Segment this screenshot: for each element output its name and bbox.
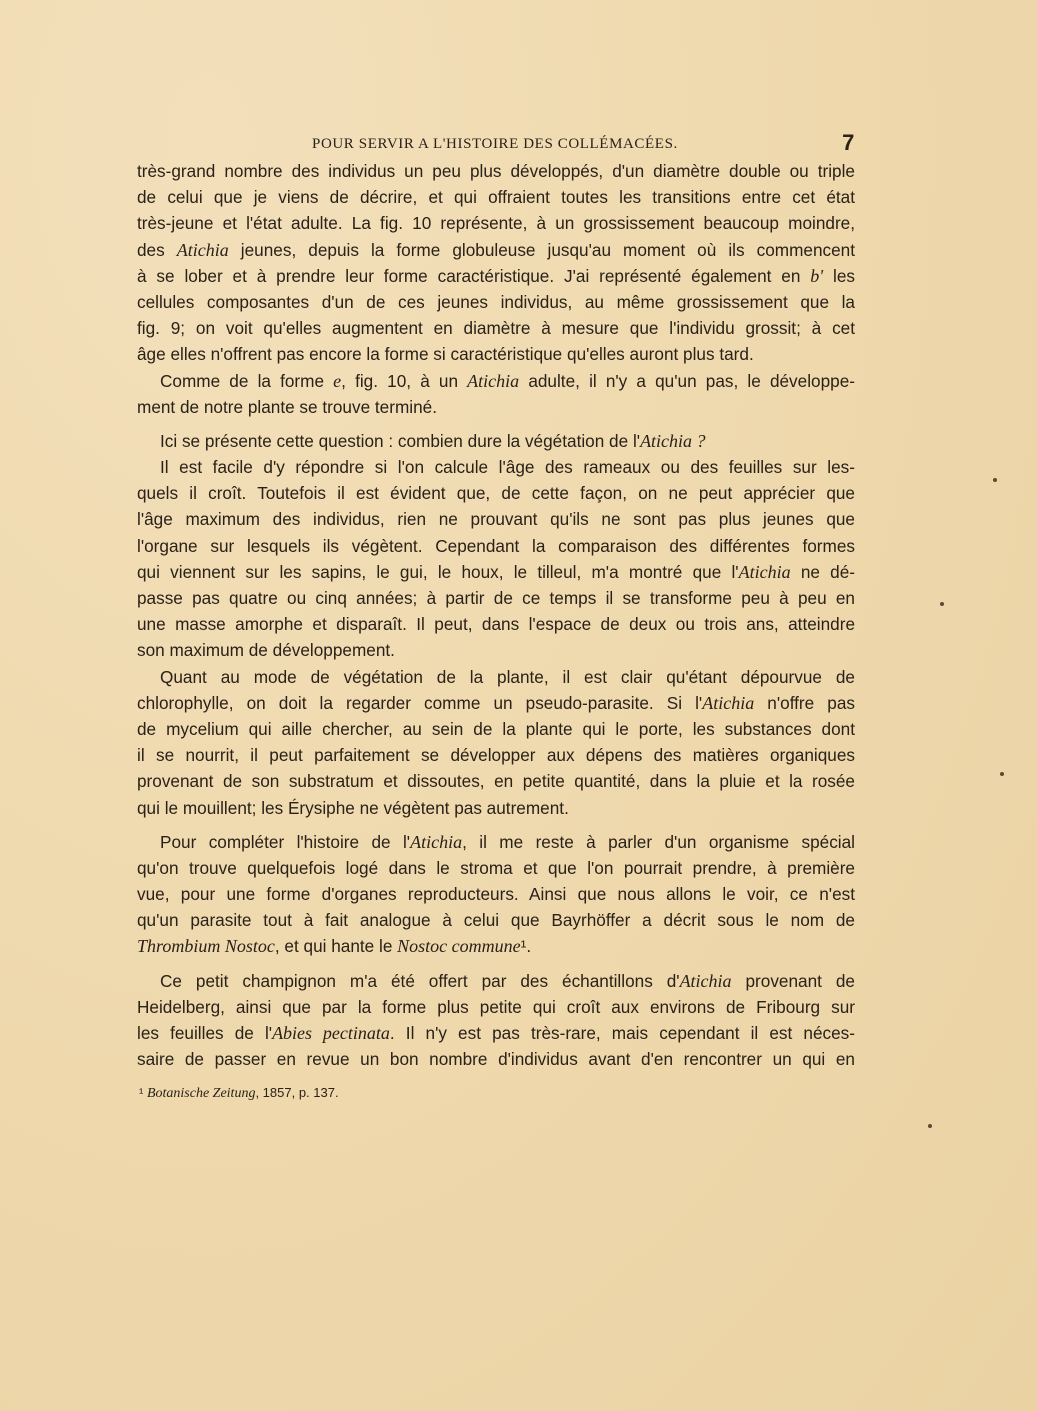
paragraph-gap — [137, 821, 855, 829]
text-line — [137, 768, 855, 794]
text-run: cellules composantes d'un de ces jeunes individus, au même grossissement que la — [137, 291, 855, 312]
text-run: l'organe sur lesquels ils végètent. Cependant la comparaison des différentes formes — [137, 535, 855, 556]
text-line — [137, 881, 855, 907]
italic-term: Thrombium Nostoc — [137, 936, 275, 957]
text-run: des — [137, 239, 177, 260]
text-run: l'âge maximum des individus, rien ne prouvant qu'ils ne sont pas plus jeunes que — [137, 509, 855, 530]
text-line — [137, 428, 855, 454]
text-line — [137, 368, 855, 394]
text-run: qui le mouillent; les Érysiphe ne végètent pas autrement. — [137, 797, 569, 818]
italic-term: Atichia — [738, 561, 791, 582]
text-run: Pour compléter l'histoire de l' — [160, 831, 411, 852]
text-line — [137, 855, 855, 881]
paragraph — [137, 829, 855, 960]
paragraph — [137, 454, 855, 664]
text-line — [137, 907, 855, 933]
text-line — [137, 210, 855, 236]
text-line — [137, 1046, 855, 1072]
italic-term: Atichia — [410, 831, 463, 852]
ink-speck — [1000, 772, 1004, 776]
italic-term: Atichia — [176, 239, 229, 260]
text-run: son maximum de développement. — [137, 640, 395, 661]
italic-term: b' — [810, 265, 824, 286]
text-line — [137, 158, 855, 184]
footnote — [137, 1084, 855, 1103]
text-run: Il est facile d'y répondre si l'on calcule l'âge des rameaux ou des feuilles sur les- — [160, 457, 855, 478]
text-line — [137, 994, 855, 1020]
italic-term: Atichia — [702, 692, 755, 713]
text-run: il se nourrit, il peut parfaitement se développer aux dépens des matières organiques — [137, 745, 855, 766]
text-run: très-grand nombre des individus un peu plus développés, d'un diamètre double ou triple — [137, 161, 855, 181]
text-line — [137, 637, 855, 663]
text-run: , fig. 10, à un — [341, 370, 468, 391]
text-line — [137, 315, 855, 341]
text-run: les — [823, 265, 855, 286]
italic-term: Nostoc commune — [397, 936, 521, 957]
text-line — [137, 533, 855, 559]
italic-term: Botanische Zeitung — [146, 1086, 256, 1102]
text-line — [137, 933, 855, 959]
text-line — [137, 968, 855, 994]
italic-term: Atichia ? — [640, 430, 706, 451]
paragraph-gap — [137, 960, 855, 968]
text-run: , il me reste à parler d'un organisme spécial — [462, 831, 855, 852]
text-run: jeunes, depuis la forme globuleuse jusqu'au moment où ils commencent — [228, 239, 855, 260]
italic-term: Abies pectinata — [272, 1023, 390, 1043]
text-line — [137, 690, 855, 716]
text-line — [137, 742, 855, 768]
page-number: 7 — [842, 130, 855, 155]
text-run: très-jeune et l'état adulte. La fig. 10 représente, à un grossissement beaucoup moindre, — [137, 213, 855, 234]
text-line — [137, 237, 855, 263]
text-run: provenant de son substratum et dissoutes, en petite quantité, dans la pluie et la rosée — [137, 771, 855, 792]
text-run: Heidelberg, ainsi que par la forme plus petite qui croît aux environs de Fribourg sur — [137, 996, 855, 1017]
text-line — [137, 454, 855, 480]
text-line — [137, 611, 855, 637]
text-run: quels il croît. Toutefois il est évident que, de cette façon, on ne peut apprécier que — [137, 483, 855, 504]
running-title: POUR SERVIR A L'HISTOIRE DES COLLÉMACÉES. — [312, 136, 678, 152]
text-run: Comme de la forme — [160, 370, 334, 391]
text-line — [137, 664, 855, 690]
text-run: Ce petit champignon m'a été offert par des échantillons d' — [160, 970, 680, 991]
text-run: passe pas quatre ou cinq années; à partir de ce temps il se transforme peu à peu en — [137, 588, 855, 608]
text-line — [137, 506, 855, 532]
text-run: à se lober et à prendre leur forme caractéristique. J'ai représenté également en — [137, 265, 811, 286]
ink-speck — [928, 1124, 932, 1128]
text-run: ¹. — [520, 936, 532, 957]
text-run: vue, pour une forme d'organes reproducteurs. Ainsi que nous allons le voir, ce n'est — [137, 884, 855, 905]
paragraph — [137, 428, 855, 454]
text-line — [137, 480, 855, 506]
text-line — [137, 829, 855, 855]
text-line — [137, 263, 855, 289]
paragraph — [137, 664, 855, 821]
text-run: qui viennent sur les sapins, le gui, le houx, le tilleul, m'a montré que l' — [137, 561, 739, 582]
paragraph — [137, 158, 855, 368]
text-run: provenant de — [731, 970, 855, 991]
text-line — [137, 394, 855, 420]
paragraph-gap — [137, 420, 855, 428]
running-head — [137, 132, 855, 158]
text-line — [137, 1020, 855, 1046]
text-run: . Il n'y est pas très-rare, mais cependant il est néces- — [389, 1023, 855, 1043]
text-run: saire de passer en revue un bon nombre d'individus avant d'en rencontrer un qui en — [137, 1049, 855, 1070]
text-run: , et qui hante le — [274, 936, 398, 957]
italic-term: Atichia — [679, 970, 732, 991]
text-line — [137, 585, 855, 611]
text-run: qu'un parasite tout à fait analogue à celui que Bayrhöffer a décrit sous le nom de — [137, 910, 855, 931]
italic-term: Atichia — [467, 370, 520, 391]
text-run: , 1857, p. 137. — [255, 1085, 339, 1101]
text-line — [137, 289, 855, 315]
text-run: Ici se présente cette question : combien dure la végétation de l' — [160, 430, 641, 451]
paragraph — [137, 968, 855, 1073]
text-line — [137, 716, 855, 742]
ink-speck — [993, 478, 997, 482]
text-run: une masse amorphe et disparaît. Il peut, dans l'espace de deux ou trois ans, atteindre — [137, 614, 855, 635]
text-run: Quant au mode de végétation de la plante, il est clair qu'étant dépourvue de — [160, 666, 855, 687]
text-run: qu'on trouve quelquefois logé dans le stroma et que l'on pourrait prendre, à première — [137, 857, 855, 878]
text-line — [137, 559, 855, 585]
text-run: chlorophylle, on doit la regarder comme un pseudo-parasite. Si l' — [137, 692, 703, 713]
text-run: ment de notre plante se trouve terminé. — [137, 396, 437, 417]
text-run: de mycelium qui aille chercher, au sein de la plante qui le porte, les substances dont — [137, 718, 855, 739]
text-run: âge elles n'offrent pas encore la forme si caractéristique qu'elles auront plus tard. — [137, 344, 754, 365]
text-run: ne dé- — [790, 561, 855, 582]
italic-term: e — [333, 370, 342, 391]
text-line — [137, 341, 855, 367]
text-run: adulte, il n'y a qu'un pas, le développe- — [519, 370, 855, 391]
text-run: fig. 9; on voit qu'elles augmentent en diamètre à mesure que l'individu grossit; à cet — [137, 318, 855, 339]
text-run: les feuilles de l' — [137, 1023, 273, 1043]
page — [137, 132, 855, 1103]
text-run: de celui que je viens de décrire, et qui offraient toutes les transitions entre cet état — [137, 187, 855, 208]
text-line — [137, 795, 855, 821]
ink-speck — [940, 602, 944, 606]
text-line — [137, 184, 855, 210]
paragraph — [137, 368, 855, 420]
text-run: n'offre pas — [754, 692, 855, 713]
footnote-marker: ¹ — [139, 1085, 147, 1101]
body-text — [137, 158, 855, 1072]
